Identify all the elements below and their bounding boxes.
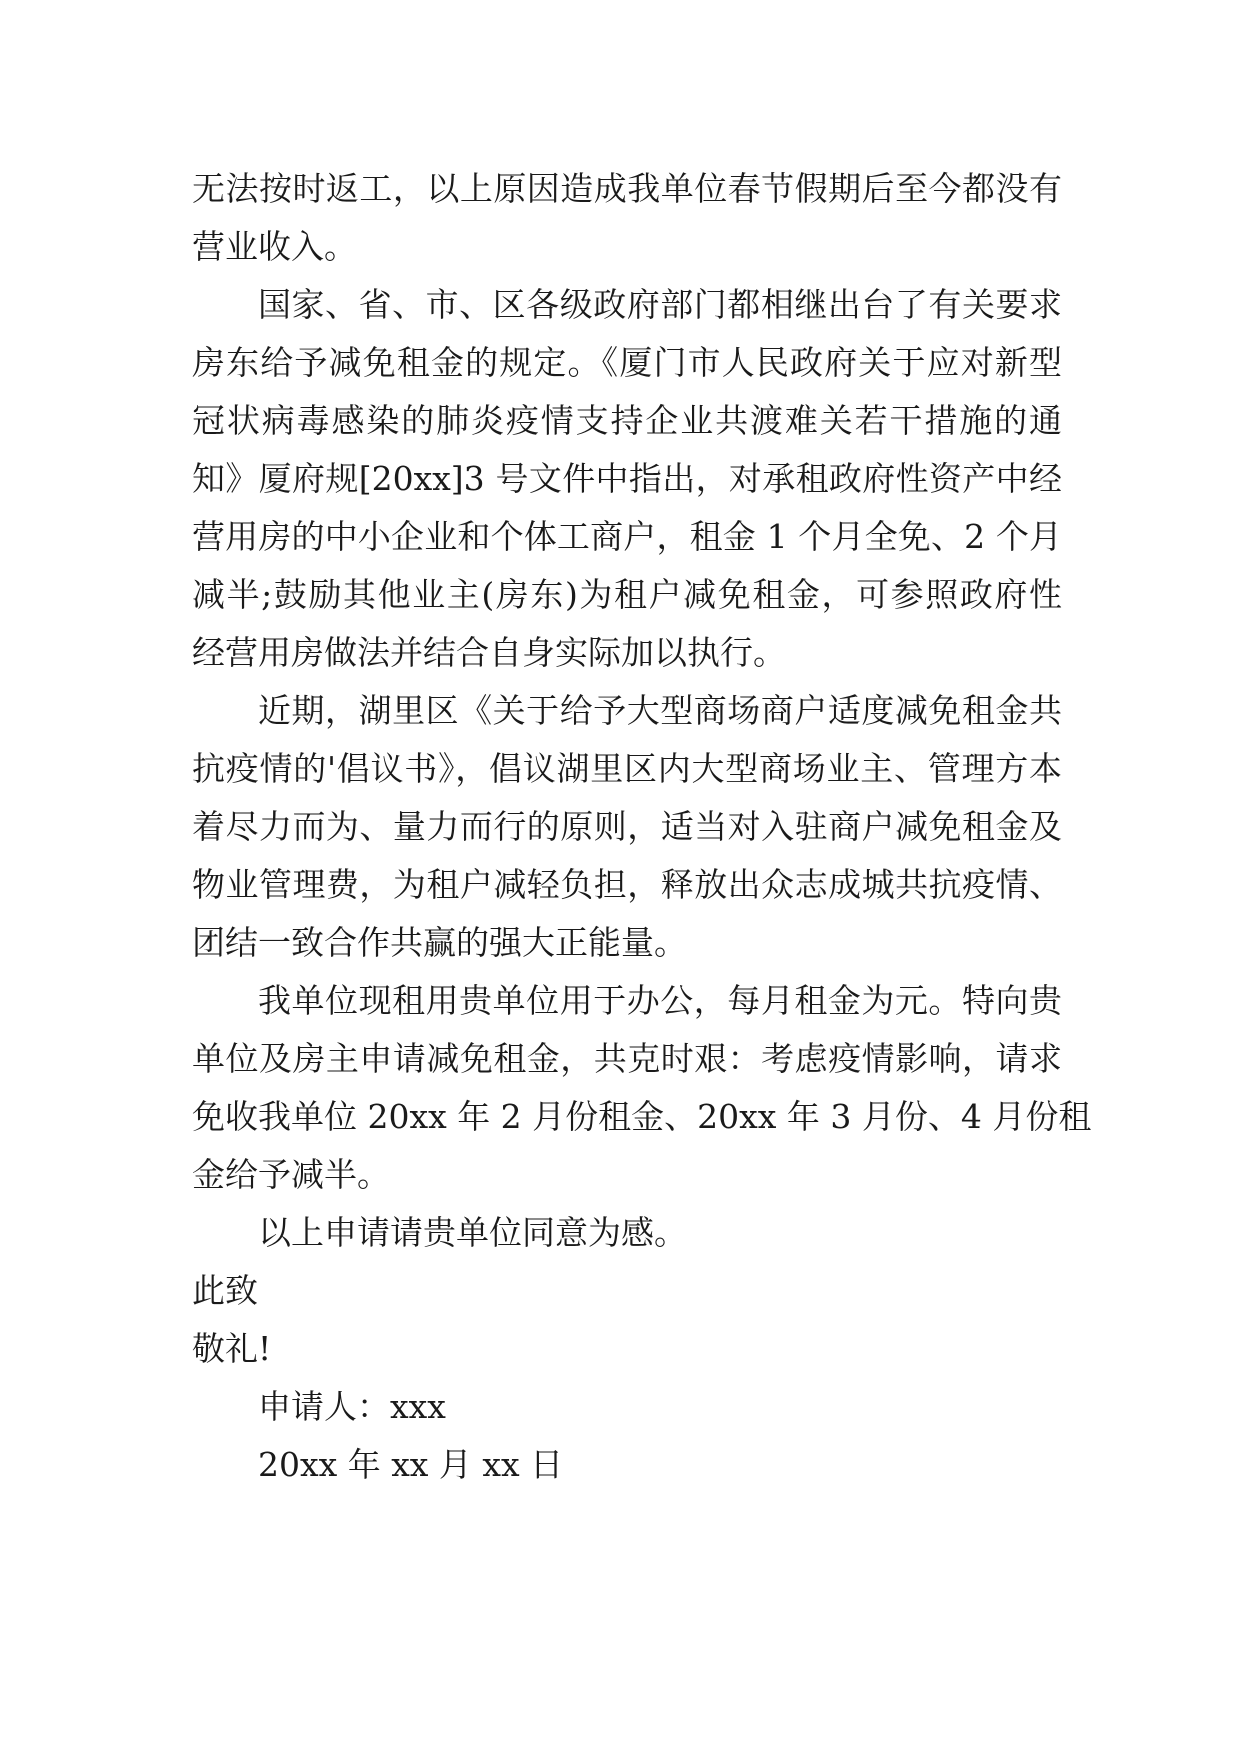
body-line: 经营用房做法并结合自身实际加以执行。: [192, 633, 786, 672]
body-line: 冠状病毒感染的肺炎疫情支持企业共渡难关若干措施的通: [192, 401, 1062, 440]
body-line: 金给予减半。: [192, 1155, 390, 1194]
body-line: 单位及房主申请减免租金，共克时艰：考虑疫情影响，请求: [192, 1039, 1062, 1078]
closing-salutation: 此致: [192, 1271, 258, 1310]
body-line: 减半;鼓励其他业主(房东)为租户减免租金，可参照政府性: [192, 575, 1062, 614]
paragraph-first-line: 我单位现租用贵单位用于办公，每月租金为元。特向贵: [258, 981, 1062, 1020]
paragraph-first-line: 国家、省、市、区各级政府部门都相继出台了有关要求: [258, 285, 1062, 324]
paragraph-first-line: 以上申请请贵单位同意为感。: [258, 1213, 687, 1252]
applicant-signature: 申请人：xxx: [258, 1387, 446, 1426]
body-line: 抗疫情的'倡议书》，倡议湖里区内大型商场业主、管理方本: [192, 749, 1062, 788]
body-line: 营用房的中小企业和个体工商户，租金 1 个月全免、2 个月: [192, 517, 1062, 556]
paragraph-first-line: 近期，湖里区《关于给予大型商场商户适度减免租金共: [258, 691, 1062, 730]
body-line: 团结一致合作共赢的强大正能量。: [192, 923, 687, 962]
body-line: 免收我单位 20xx 年 2 月份租金、20xx 年 3 月份、4 月份租: [192, 1097, 1092, 1136]
body-line: 知》厦府规[20xx]3 号文件中指出，对承租政府性资产中经: [192, 459, 1062, 498]
body-line: 物业管理费，为租户减轻负担，释放出众志成城共抗疫情、: [192, 865, 1062, 904]
body-line: 营业收入。: [192, 227, 357, 266]
closing-regards: 敬礼!: [192, 1329, 272, 1368]
body-line: 着尽力而为、量力而行的原则，适当对入驻商户减免租金及: [192, 807, 1062, 846]
signature-date: 20xx 年 xx 月 xx 日: [258, 1445, 564, 1484]
body-line: 房东给予减免租金的规定。《厦门市人民政府关于应对新型: [192, 343, 1062, 382]
body-line: 无法按时返工，以上原因造成我单位春节假期后至今都没有: [192, 169, 1062, 208]
